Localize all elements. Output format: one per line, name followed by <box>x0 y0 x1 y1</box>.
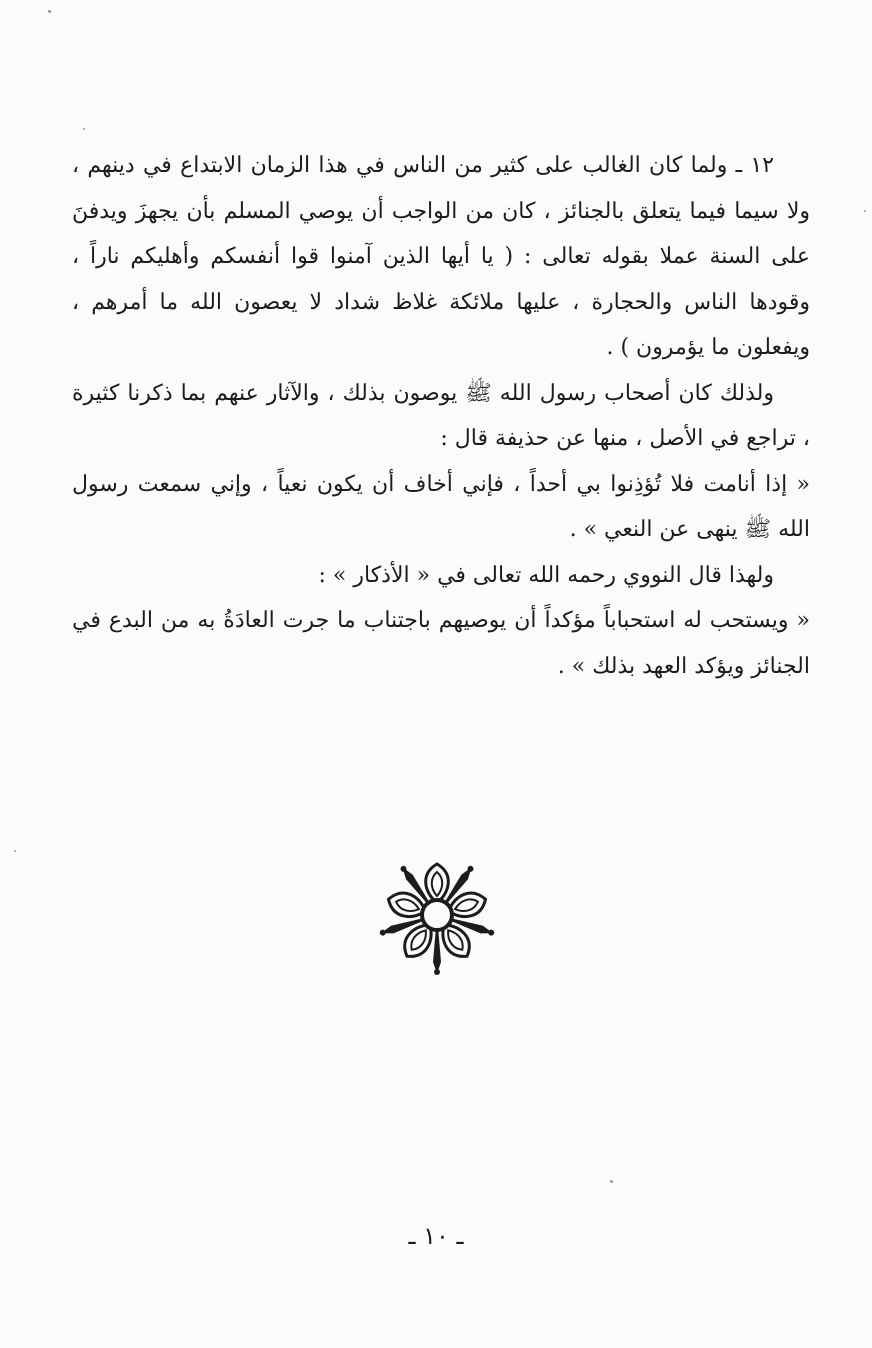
scan-speck <box>864 210 866 212</box>
paragraph-companions-advice: ولذلك كان أصحاب رسول الله ﷺ يوصون بذلك ، والآثار عنهم بما ذكرنا كثيرة ، تراجع في الأصل ، منها عن حذيفة قال : <box>72 380 810 451</box>
paragraph-point-12: ١٢ ـ ولما كان الغالب على كثير من الناس في هذا الزمان الابتداع في دينهم ، ولا سيما فيما يتعلق بالجنائز ، كان من الواجب أن يوصي المسلم بأن يجهزَ ويدفنَ على السنة عملا بقوله تعالى : ( يا أيها الذين آمنوا قوا أنفسكم وأهليكم ناراً ، وقودها الناس والحجارة ، عليها ملائكة غلاظ شداد لا يعصون الله ما أمرهم ، ويفعلون ما يؤمرون ) . <box>72 153 810 360</box>
paragraph-nawawi-intro: ولهذا قال النووي رحمه الله تعالى في « الأذكار » : <box>318 562 774 588</box>
scan-speck <box>48 10 51 13</box>
page-number: ـ ١٠ ـ <box>408 1222 464 1250</box>
scan-speck <box>83 128 85 130</box>
scan-speck <box>610 1180 613 1183</box>
quote-hudhayfa: « إذا أنامت فلا تُؤذِنوا بي أحداً ، فإني أخاف أن يكون نعياً ، وإني سمعت رسول الله ﷺ ينهى عن النعي » . <box>72 471 810 542</box>
floral-ornament-icon <box>374 852 500 978</box>
page-body-text <box>72 143 810 689</box>
scan-speck <box>14 850 16 852</box>
quote-nawawi: « ويستحب له استحباباً مؤكداً أن يوصيهم باجتناب ما جرت العادَةُ به من البدع في الجنائز ويؤكد العهد بذلك » . <box>72 608 810 679</box>
